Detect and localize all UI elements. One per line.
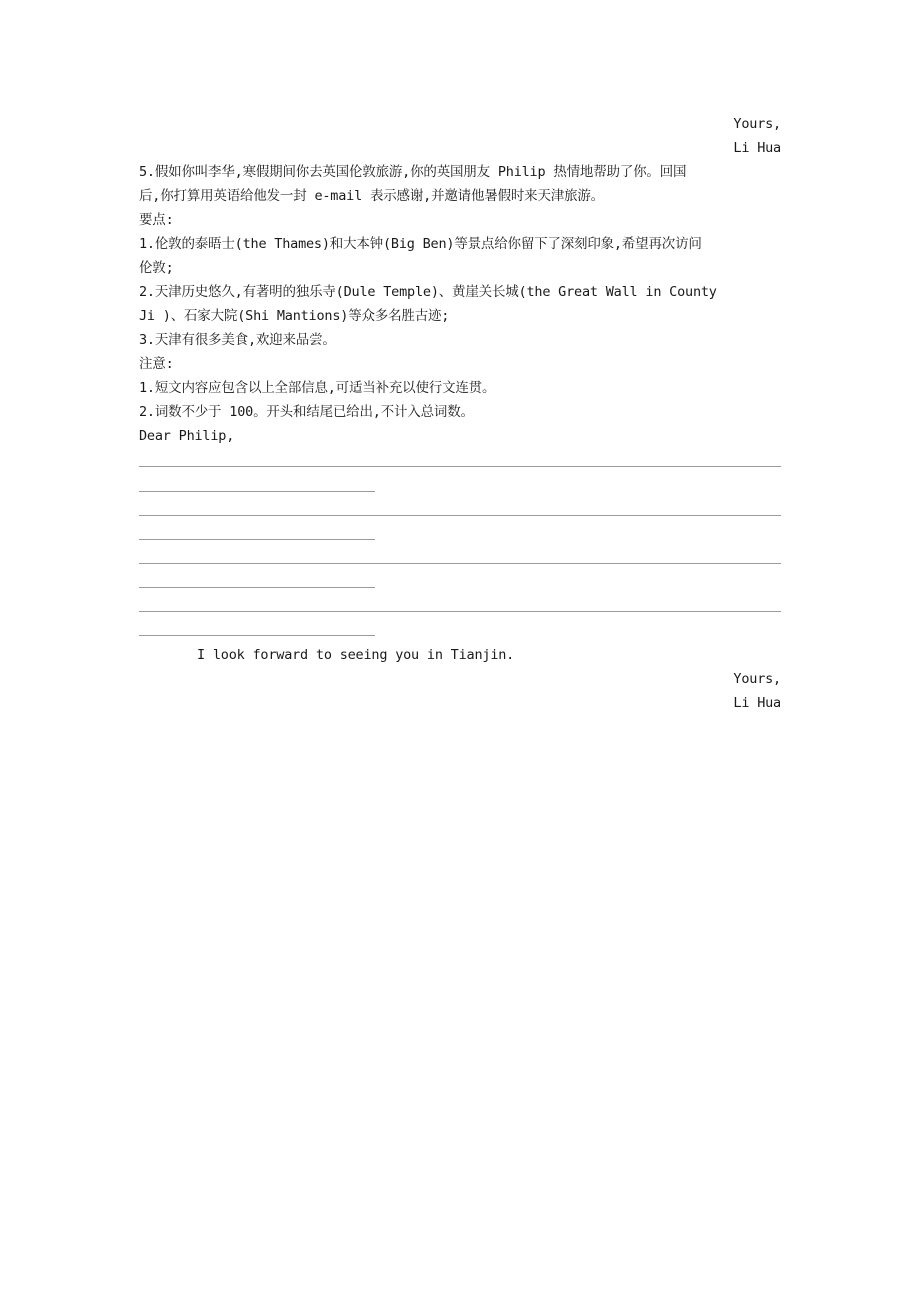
point-3: 3.天津有很多美食,欢迎来品尝。 <box>139 332 336 348</box>
writing-line <box>139 491 375 492</box>
task-prompt-line-1: 5.假如你叫李华,寒假期间你去英国伦敦旅游,你的英国朋友 Philip 热情地帮助了你。回国 <box>139 164 687 180</box>
letter-salutation: Yours, <box>733 671 781 687</box>
letter-greeting: Dear Philip, <box>139 428 235 444</box>
writing-line <box>139 539 375 540</box>
writing-line <box>139 587 375 588</box>
writing-line <box>139 515 781 516</box>
note-2: 2.词数不少于 100。开头和结尾已给出,不计入总词数。 <box>139 404 474 420</box>
note-1: 1.短文内容应包含以上全部信息,可适当补充以使行文连贯。 <box>139 380 496 396</box>
point-2-line-1: 2.天津历史悠久,有著明的独乐寺(Dule Temple)、黄崖关长城(the Great Wall in County <box>139 284 717 300</box>
letter-closing-sentence: I look forward to seeing you in Tianjin. <box>197 647 515 663</box>
top-closing-signature: Li Hua <box>733 140 781 156</box>
point-1-line-1: 1.伦敦的泰晤士(the Thames)和大本钟(Big Ben)等景点给你留下了深刻印象,希望再次访问 <box>139 236 702 252</box>
writing-line <box>139 563 781 564</box>
task-prompt-line-2: 后,你打算用英语给他发一封 e-mail 表示感谢,并邀请他暑假时来天津旅游。 <box>139 188 604 204</box>
notes-heading: 注意: <box>139 356 174 372</box>
writing-line <box>139 611 781 612</box>
point-2-line-2: Ji )、石家大院(Shi Mantions)等众多名胜古迹; <box>139 308 450 324</box>
top-closing-salutation: Yours, <box>733 116 781 132</box>
letter-signature: Li Hua <box>733 695 781 711</box>
writing-line <box>139 635 375 636</box>
points-heading: 要点: <box>139 212 174 228</box>
point-1-line-2: 伦敦; <box>139 260 174 276</box>
writing-line <box>139 466 781 467</box>
